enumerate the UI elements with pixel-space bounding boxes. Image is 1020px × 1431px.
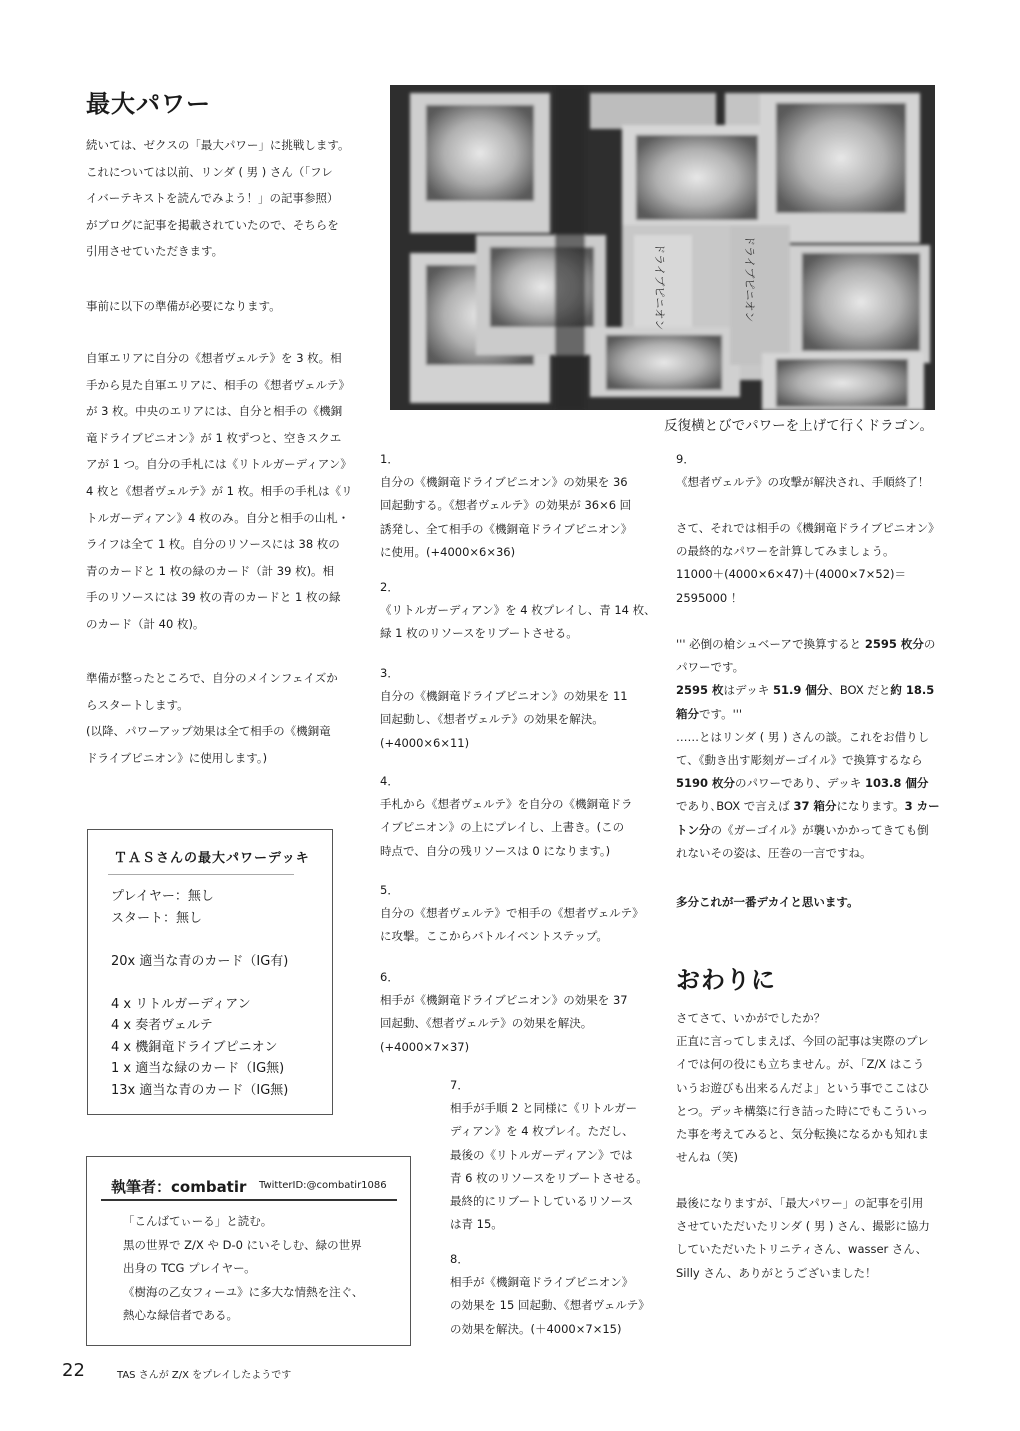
quote-text: ''' 必倒の槍シュベーアで換算すると (676, 637, 865, 651)
step-number: 7． (450, 1078, 469, 1092)
bio-line: 黒の世界で Z/X や D-0 にいそしむ、緑の世界 (123, 1237, 362, 1252)
step-number: 2． (380, 580, 399, 594)
quote-text: ……とはリンダ ( 男 ) さんの談。これをお借りし (676, 729, 930, 744)
step-line: 自分の《想者ヴェルテ》で相手の《想者ヴェルテ》 (380, 906, 644, 921)
intro-line: イバーテキストを読んでみよう！」の記事参照） (86, 191, 339, 206)
intro-line: 続いては、ゼクスの「最大パワー」に挑戦します。 (86, 138, 350, 152)
setup-paragraph (86, 345, 353, 638)
step-4 (380, 770, 633, 863)
calc-line: の最終的なパワーを計算してみましょう。 (676, 544, 895, 559)
start-paragraph (86, 665, 338, 771)
quote-text: です。''' (699, 706, 743, 721)
intro-paragraph (86, 132, 349, 265)
running-title: TAS さんが Z/X をプレイしたようです (117, 1370, 292, 1381)
step-2 (380, 576, 656, 646)
step-line: 《想者ヴェルテ》の攻撃が解決され、手順終了！ (676, 475, 930, 490)
author-bio (123, 1210, 363, 1328)
author-twitter: TwitterID:@combatir1086 (259, 1180, 387, 1191)
intro-line: 引用させていただきます。 (86, 244, 224, 259)
deck-line (111, 972, 288, 994)
start-line: ドライブピニオン》に使用します。) (86, 750, 268, 765)
step-line: 最後の《リトルガーディアン》では (450, 1147, 633, 1162)
photo-caption: 反復横とびでパワーを上げて行くドラゴン。 (664, 418, 933, 434)
ending-paragraph-2 (676, 1192, 930, 1285)
calc-line: さて、それでは相手の《機銅竜ドライブピニオン》 (676, 521, 940, 535)
step-number: 1． (380, 452, 399, 466)
ending-line: た事を考えてみると、気分転換になるかも知れま (676, 1127, 929, 1142)
author-divider (101, 1199, 397, 1201)
quote-emphasis: 51.9 個分 (772, 683, 829, 698)
quote-emphasis: 約 18.5 (890, 683, 935, 698)
step-number: 8． (450, 1252, 469, 1266)
setup-line: 青のカードと 1 枚の緑のカード（計 39 枚)。相 (86, 563, 335, 578)
card-text-1: ドライブピニオン (653, 243, 666, 331)
ending-line: せんね（笑) (676, 1150, 738, 1165)
prep-heading: 事前に以下の準備が必要になります。 (86, 299, 281, 313)
quote-text: の《ガーゴイル》が襲いかかってきても倒 (710, 822, 929, 837)
step-line: 時点で、自分の残リソースは 0 になります。) (380, 843, 611, 858)
game-board-photo (390, 85, 935, 410)
quote-emphasis: 3 カー (904, 799, 940, 814)
ending-line: 最後になりますが、「最大パワー」の記事を引用 (676, 1196, 924, 1210)
step-line: の効果を解決。(＋4000×7×15) (450, 1321, 622, 1336)
step-line: 手札から《想者ヴェルテ》を自分の《機銅竜ドラ (380, 797, 633, 812)
deck-line: 4 x リトルガーディアン (111, 996, 251, 1012)
deck-line: 4 x 奏者ヴェルテ (111, 1018, 213, 1033)
quote-emphasis: トン分 (676, 822, 711, 837)
intro-line: がブログに記事を掲載されていたので、そちらを (86, 217, 339, 232)
quote-text: であり､BOX で言えば (676, 799, 794, 814)
quote-emphasis: 5190 枚分 (676, 776, 736, 791)
quote-text: の (923, 637, 936, 651)
board-illustration (390, 85, 935, 410)
step-line: 相手が《機銅竜ドライブピニオン》の効果を 37 (380, 993, 628, 1008)
step-line: は青 15。 (450, 1217, 503, 1232)
bio-line: 出身の TCG プレイヤー。 (123, 1261, 256, 1275)
step-line: に攻撃。ここからバトルイベントステップ。 (380, 929, 608, 944)
section-title: 最大パワー (86, 90, 211, 118)
ending-line: とつ。デッキ構築に行き詰った時にでもこういっ (676, 1103, 929, 1118)
quote-text: れないその姿は、圧巻の一言ですね。 (676, 845, 872, 860)
quote-text: はデッキ (723, 683, 773, 698)
intro-line: これについては以前、リンダ ( 男 ) さん（「フレ (86, 164, 333, 179)
calc-line: 11000＋(4000×6×47)＋(4000×7×52)＝ (676, 567, 907, 582)
conclusion-bold: 多分これが一番デカイと思います。 (676, 895, 859, 909)
ending-line: Silly さん、ありがとうございました！ (676, 1265, 877, 1280)
step-line: 《リトルガーディアン》を 4 枚プレイし、青 14 枚、 (380, 603, 656, 618)
deck-line: 20x 適当な青のカード（IG有) (111, 953, 289, 969)
deck-line: 1 x 適当な緑のカード（IG無) (111, 1061, 285, 1076)
ending-line: していただいたトリニティさん、wasser さん、 (676, 1242, 928, 1257)
quote-text: て、《動き出す彫刻ガーゴイル》で換算するなら (676, 753, 923, 768)
quote-text: 、BOX だと (828, 683, 891, 698)
deck-box (87, 829, 333, 1115)
step-number: 6． (380, 970, 399, 984)
step-line: (+4000×7×37) (380, 1039, 470, 1054)
setup-line: ライフは全て 1 枚。自分のリソースには 38 枚の (86, 537, 340, 552)
ending-line: させていただいたリンダ ( 男 ) さん、撮影に協力 (676, 1219, 930, 1234)
step-line: 相手が《機銅竜ドライブピニオン》 (450, 1275, 634, 1290)
start-line: らスタートします。 (86, 697, 189, 712)
setup-line: 自軍エリアに自分の《想者ヴェルテ》を 3 枚。相 (86, 351, 342, 365)
quote-paragraph (676, 633, 940, 865)
page-number: 22 (62, 1360, 85, 1381)
step-line: ディアン》を 4 枚プレイ。ただし、 (450, 1124, 634, 1139)
step-line: の効果を 15 回起動、《想者ヴェルテ》 (450, 1298, 650, 1313)
bio-line: 《樹海の乙女フィーユ》に多大な情熱を注ぐ、 (123, 1284, 364, 1299)
ending-line: さてさて、いかがでしたか？ (676, 1011, 826, 1025)
step-7 (450, 1074, 648, 1236)
card-text-2: ドライブピニオン (743, 235, 756, 323)
quote-emphasis: 103.8 個分 (864, 776, 929, 791)
ending-line: いうお遊びも出来るんだよ」という事でここはひ (676, 1080, 929, 1095)
step-line: に使用。(+4000×6×36) (380, 544, 516, 559)
ending-paragraph-1 (676, 1007, 929, 1169)
quote-emphasis: 2595 枚分 (864, 637, 924, 651)
ending-line: イでは何の役にも立ちません。が、「Z/X はこう (676, 1057, 925, 1072)
quote-text: パワーです。 (676, 660, 745, 675)
setup-line: トルガーディアン》4 枚のみ。自分と相手の山札・ (86, 510, 350, 525)
deck-line: スタート：無し (111, 910, 203, 926)
setup-line: 手のリソースには 39 枚の青のカードと 1 枚の緑 (86, 590, 341, 605)
setup-line: 4 枚と《想者ヴェルテ》が 1 枚。相手の手札は《リ (86, 483, 353, 498)
step-number: 9． (676, 452, 695, 466)
deck-divider (108, 874, 294, 875)
step-3 (380, 662, 628, 755)
step-line: (+4000×6×11) (380, 735, 470, 750)
deck-line: 13x 適当な青のカード（IG無) (111, 1082, 289, 1098)
start-line: (以降、パワーアップ効果は全て相手の《機銅竜 (86, 724, 331, 739)
step-line: 相手が手順 2 と同様に《リトルガー (450, 1101, 638, 1116)
step-line: 最終的にリブートしているリソース (450, 1194, 634, 1209)
step-1 (380, 448, 632, 564)
step-8 (450, 1248, 650, 1341)
bio-line: 「こんばてぃーる」と読む。 (123, 1214, 273, 1228)
setup-line: 手から見た自軍エリアに、相手の《想者ヴェルテ》 (86, 377, 351, 392)
deck-line (111, 929, 288, 951)
setup-line: のカード（計 40 枚)。 (86, 616, 205, 631)
deck-line: プレイヤー：無し (111, 889, 214, 904)
calc-paragraph (676, 517, 940, 610)
bio-line: 熱心な緑信者である。 (123, 1308, 238, 1322)
step-9 (676, 448, 929, 494)
author-box (86, 1156, 411, 1346)
calc-line: 2595000 ！ (676, 590, 743, 605)
quote-text: のパワーであり、デッキ (735, 776, 865, 791)
setup-line: アが 1 つ。自分の手札には《リトルガーディアン》 (86, 457, 352, 472)
quote-emphasis: 37 箱分 (793, 799, 837, 814)
step-number: 4． (380, 774, 399, 788)
section-title-ending: おわりに (676, 966, 776, 994)
ending-line: 正直に言ってしまえば、今回の記事は実際のプレ (676, 1034, 929, 1049)
step-line: 緑 1 枚のリソースをリブートさせる。 (380, 626, 578, 641)
step-line: 自分の《機銅竜ドライブピニオン》の効果を 11 (380, 689, 628, 704)
author-label: 執筆者：combatir (111, 1178, 247, 1196)
setup-line: が 3 枚。中央のエリアには、自分と相手の《機銅 (86, 404, 343, 419)
step-line: 回起動する。《想者ヴェルテ》の効果が 36×6 回 (380, 498, 632, 513)
start-line: 準備が整ったところで、自分のメインフェイズか (86, 671, 338, 685)
quote-emphasis: 2595 枚 (676, 683, 724, 698)
step-5 (380, 879, 644, 949)
step-number: 5． (380, 883, 399, 897)
quote-emphasis: 箱分 (676, 706, 699, 721)
step-line: 回起動、《想者ヴェルテ》の効果を解決。 (380, 1016, 593, 1031)
step-line: 回起動し、《想者ヴェルテ》の効果を解決。 (380, 712, 604, 727)
quote-text: になります。 (836, 799, 905, 814)
deck-list (111, 886, 288, 1101)
step-6 (380, 966, 628, 1059)
step-line: イブピニオン》の上にプレイし、上書き。(この (380, 820, 625, 835)
step-line: 自分の《機銅竜ドライブピニオン》の効果を 36 (380, 475, 628, 490)
step-number: 3． (380, 666, 399, 680)
deck-title: ＴＡＳさんの最大パワーデッキ (114, 851, 310, 866)
setup-line: 竜ドライブピニオン》が 1 枚ずつと、空きスクエ (86, 430, 342, 445)
deck-line: 4 x 機銅竜ドライブピニオン (111, 1039, 278, 1055)
step-line: 青 6 枚のリソースをリブートさせる。 (450, 1170, 648, 1185)
step-line: 誘発し、全て相手の《機銅竜ドライブピニオン》 (380, 521, 633, 536)
